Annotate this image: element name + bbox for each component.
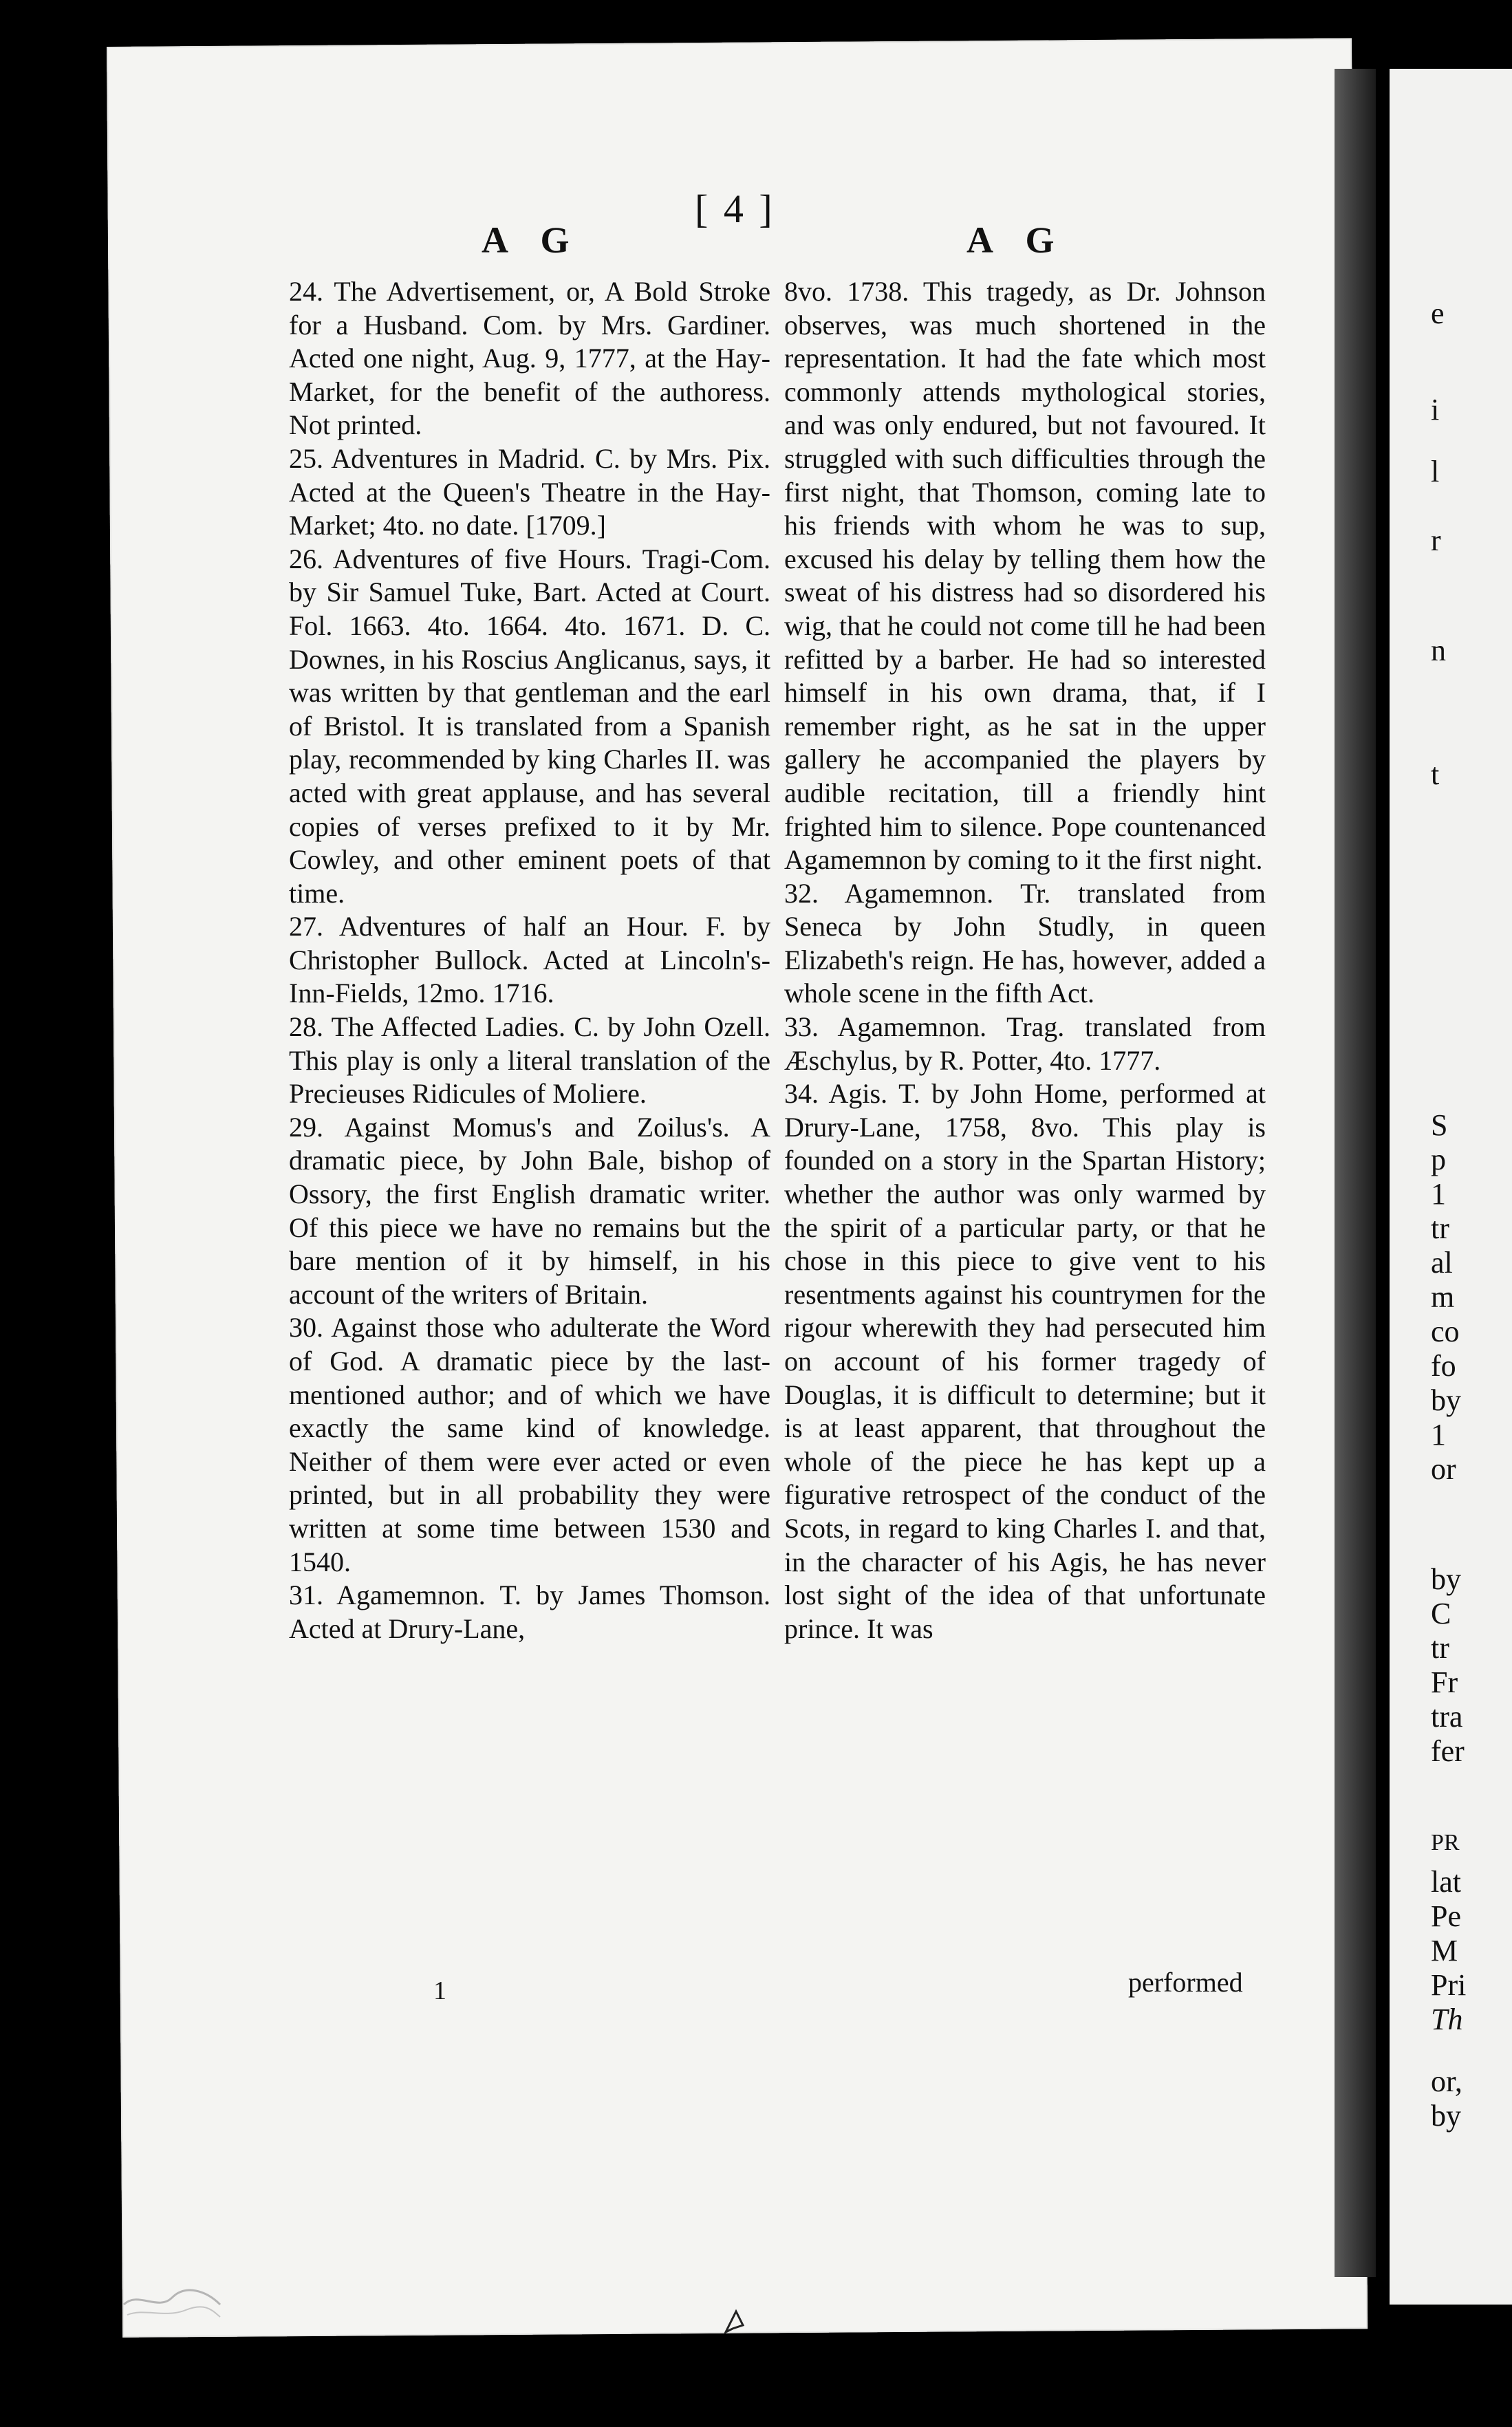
next-page-fragment: tra [1431, 1700, 1463, 1734]
entry-28: 28. The Affected Ladies. C. by John Ozell. This play is only a literal translation of the Precieuses Ridicules of Moliere. [289, 1011, 770, 1110]
next-page-fragment: tr [1431, 1211, 1449, 1245]
next-page-fragment: C [1431, 1597, 1451, 1630]
entry-24: 24. The Advertisement, or, A Bold Stroke for a Husband. Com. by Mrs. Gardiner. Acted one night, Aug. 9, 1777, at the Hay-Market, for the benefit of the authoress. Not printed. [289, 276, 770, 441]
next-page-fragment: n [1431, 634, 1446, 667]
next-page-fragment: m [1431, 1280, 1455, 1314]
ink-mark-icon [719, 2305, 753, 2339]
next-page-fragment: al [1431, 1246, 1453, 1280]
next-page-fragment: i [1431, 393, 1440, 427]
next-page-fragment: fer [1431, 1734, 1465, 1768]
running-head-left: A G [482, 219, 582, 261]
next-page-fragment: or [1431, 1452, 1456, 1486]
next-page-fragment: or, [1431, 2064, 1462, 2098]
entry-30: 30. Against those who adulterate the Word of God. A dramatic piece by the last-mentioned author; and of which we have exactly the same kind of knowledge. Neither of them were ever acted or even printed, but in all probability they were written at some time between 1530 and 1540. [289, 1312, 770, 1577]
entry-31: 31. Agamemnon. T. by James Thomson. Acted at Drury-Lane, [289, 1579, 770, 1644]
page-number: [ 4 ] [695, 186, 775, 231]
next-page-fragment: S [1431, 1108, 1448, 1142]
next-page-edge [1390, 69, 1512, 2305]
running-head-right: A G [966, 219, 1067, 261]
next-page-fragment: r [1431, 524, 1441, 557]
next-page-fragment: tr [1431, 1631, 1449, 1665]
entry-29: 29. Against Momus's and Zoilus's. A dramatic piece, by John Bale, bishop of Ossory, the first English dramatic writer. Of this piece we have no remains but the bare mention of it by himself, in his account of the writers of Britain. [289, 1111, 770, 1310]
entry-34: 34. Agis. T. by John Home, performed at Drury-Lane, 1758, 8vo. This play is founded on a story in the Spartan History; whether the author was only warmed by the spirit of a particular party, or that he chose in this piece to give vent to his resentments against his countrymen for the rigour wherewith they had persecuted him on account of his former tragedy of Douglas, it is difficult to determine; but it is at least apparent, that throughout the whole of the piece he has kept up a figurative retrospect of the conduct of the Scots, in regard to king Charles I. and that, in the character of his Agis, he has never lost sight of the idea of that unfortunate prince. It was [784, 1078, 1266, 1644]
entry-27: 27. Adventures of half an Hour. F. by Christopher Bullock. Acted at Lincoln's-Inn-Fields, 12mo. 1716. [289, 911, 770, 1009]
next-page-fragment: M [1431, 1934, 1458, 1967]
next-page-fragment: p [1431, 1143, 1446, 1176]
next-page-fragment: lat [1431, 1865, 1461, 1899]
next-page-fragment: l [1431, 455, 1440, 488]
library-stamp-icon [117, 2277, 227, 2325]
page-gutter-shadow [1335, 69, 1376, 2277]
entry-33: 33. Agamemnon. Trag. translated from Æschylus, by R. Potter, 4to. 1777. [784, 1011, 1266, 1076]
catchword: performed [1128, 1967, 1243, 1998]
next-page-fragment: 1 [1431, 1177, 1446, 1211]
next-page-fragment: t [1431, 757, 1440, 791]
entry-26: 26. Adventures of five Hours. Tragi-Com. by Sir Samuel Tuke, Bart. Acted at Court. Fol. 1663. 4to. 1664. 4to. 1671. D. C. Downes, in his Roscius Anglicanus, says, it was written by that gentleman and the earl of Bristol. It is translated from a Spanish play, recommended by king Charles II. was acted with great applause, and has several copies of verses prefixed to it by Mr. Cowley, and other eminent poets of that time. [289, 543, 770, 909]
next-page-fragment: PR [1431, 1830, 1460, 1855]
next-page-fragment: Pri [1431, 1968, 1467, 2002]
next-page-fragment: co [1431, 1315, 1460, 1348]
next-page-fragment: Th [1431, 2003, 1463, 2036]
signature-mark: 1 [433, 1976, 446, 2005]
entry-25: 25. Adventures in Madrid. C. by Mrs. Pix. Acted at the Queen's Theatre in the Hay-Market; 4to. no date. [1709.] [289, 442, 770, 541]
next-page-fragment: by [1431, 2099, 1461, 2133]
next-page-fragment: by [1431, 1562, 1461, 1596]
next-page-fragment: by [1431, 1383, 1461, 1417]
left-column [289, 275, 770, 1646]
entry-31-continued: 8vo. 1738. This tragedy, as Dr. Johnson observes, was much shortened in the representation. It had the fate which most commonly attends mythological stories, and was only endured, but not favoured. It struggled with such difficulties through the first night, that Thomson, coming late to his friends with whom he was to sup, excused his delay by telling them how the sweat of his distress had so disordered his wig, that he could not come till he had been refitted by a barber. He had so interested himself in his own drama, that, if I remember right, as he sat in the upper gallery he accompanied the players by audible recitation, till a friendly hint frighted him to silence. Pope countenanced Agamemnon by coming to it the first night. [784, 276, 1266, 876]
right-column [784, 275, 1266, 1646]
entry-32: 32. Agamemnon. Tr. translated from Seneca by John Studly, in queen Elizabeth's reign. He has, however, added a whole scene in the fifth Act. [784, 877, 1266, 1009]
next-page-fragment: fo [1431, 1349, 1456, 1383]
next-page-fragment: Pe [1431, 1899, 1461, 1933]
next-page-fragment: Fr [1431, 1665, 1458, 1699]
next-page-fragment: e [1431, 296, 1445, 330]
next-page-fragment: 1 [1431, 1418, 1446, 1452]
